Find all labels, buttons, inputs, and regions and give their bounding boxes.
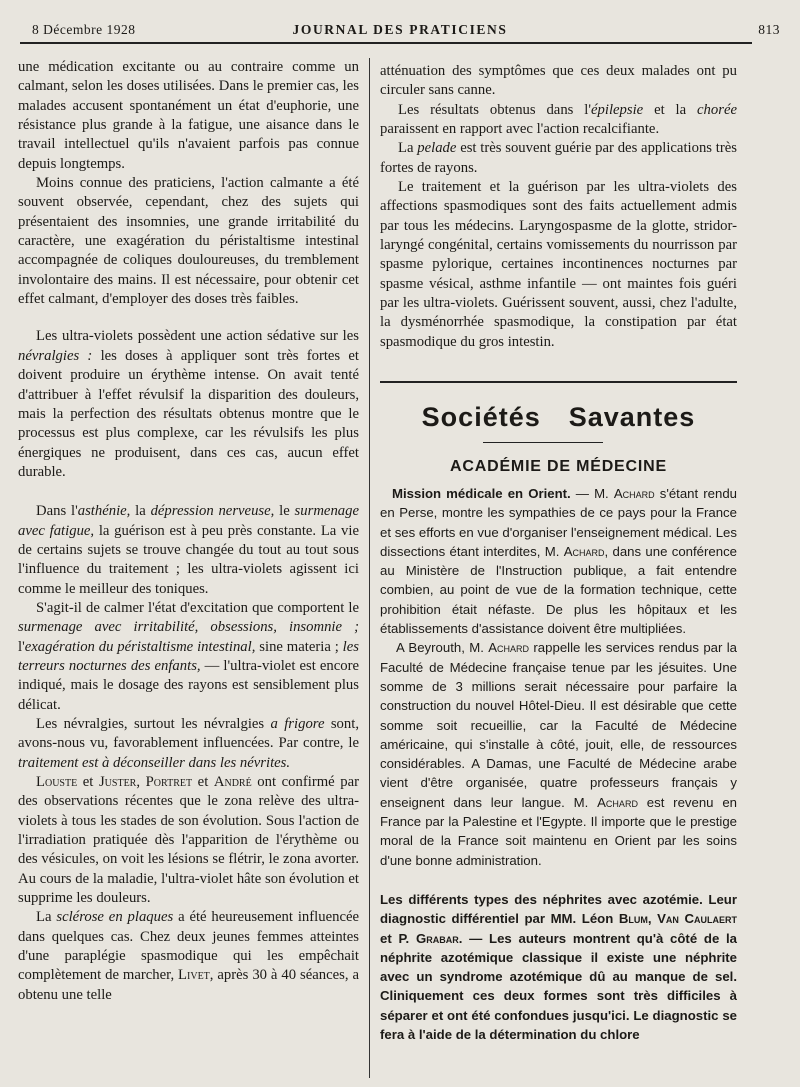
header-rule [20, 42, 752, 44]
news-title: Les différents types des néphrites avec azotémie. Leur diagnostic différentiel par MM. Léon [380, 891, 737, 927]
left-column [18, 58, 359, 1005]
paragraph: Moins connue des praticiens, l'action calmante a été souvent observée, cependant, chez des sujets qui présentaient des insomnies, une grande irritabilité du caractère, une exagération du péristaltisme intestinal accompagnée de coliques douloureuses, du tremblement involontaire des mains. Il est nécessaire, pour obtenir cet effet calmant, d'employer des doses très faibles. [18, 175, 359, 308]
paragraph: Dans l'asthénie, la dépression nerveuse, le surmenage avec fatigue, la guérison est à peu près constante. La vie de certains sujets se trouve changée du tout au tout sous l'influence du traitement ; les ultra-violets agissent ici comme le meilleur des toniques. [18, 503, 359, 597]
journal-title: JOURNAL DES PRATICIENS [292, 22, 508, 37]
page-number: 813 [758, 22, 780, 37]
section-title [380, 402, 737, 433]
section-separator [380, 381, 737, 383]
paragraph: Louste et Juster, Portret et André ont confirmé par des observations récentes que le zona relève des ultra-violets à tous les stades de son évolution. Sous l'action de l'irradiation pratiquée dès l'apparition de l'érythème ou des vésicules, on voit les lésions se flétrir, le zona avorter. Au cours de la maladie, l'ultra-violet hâte son évolution et supprime les douleurs. [18, 774, 359, 907]
column-divider [369, 58, 370, 1078]
news-title: Mission médicale en Orient. [392, 486, 571, 501]
paragraph: Les résultats obtenus dans l'épilepsie et la chorée paraissent en rapport avec l'action recalcifiante. [380, 101, 737, 138]
news-item: A Beyrouth, M. Achard rappelle les services rendus par la Faculté de Médecine française tenue par les jésuites. Une somme de 3 millions serait nécessaire pour parfaire la construction du nouvel Hôtel-Dieu. Il est désirable que cette somme soit recueillie, car la Faculté de Médecine américaine, qui s'installe à côté, jouit, elle, de ressources considérables. A Damas, une Faculté de Médecine arabe vient d'être organisée, quatre professeurs français y enseignent dans leur langue. M. Achard est revenu en France par la Palestine et l'Egypte. Il importe que le prestige moral de la France soit maintenu en Orient par les soins d'une bonne administration. [380, 640, 738, 868]
subsection-title: ACADÉMIE DE MÉDECINE [450, 458, 667, 475]
section-title-word: Savantes [568, 402, 696, 432]
paragraph: une médication excitante ou au contraire comme un calmant, selon les doses utilisées. Dans le premier cas, les malades accusent spontanément un état d'euphorie, une résistance plus grande à la fatigue, une aisance dans le travail intellectuel qu'ils n'avaient parfois pas connue depuis longtemps. [18, 59, 359, 172]
news-item: Les différents types des néphrites avec azotémie. Leur diagnostic différentiel par MM. Léon Blum, Van Caulaert et P. Grabar. — Les auteurs montrent qu'à côté de la néphrite azotémique classique il existe une néphrite avec un syndrome azotémique dû au manque de sel. Cliniquement ces deux formes sont très difficiles à séparer et ont été confondues jusqu'ici. Le diagnostic se fera à l'aide de la détermination du chlore [380, 891, 738, 1043]
paragraph: Les ultra-violets possèdent une action sédative sur les névralgies : les doses à appliquer sont très fortes et doivent produire un érythème intense. On avait tenté d'attribuer à l'effet révulsif la disparition des douleurs, mais la perfection des résultats obtenus montre que le processus est plus complexe, car les révulsifs les plus énergiques ne produisent, dans ces cas, aucun effet durable. [18, 328, 359, 480]
news-column [380, 484, 737, 1044]
section-title-word: Sociétés [421, 402, 541, 432]
paragraph: La pelade est très souvent guérie par des applications très fortes de rayons. [380, 140, 737, 176]
paragraph: Le traitement et la guérison par les ultra-violets des affections spasmodiques sont des faits actuellement admis par tous les médecins. Laryngospasme de la glotte, stridor-laryngé congénital, certains vomissements du nourrisson par spasme pylorique, certaines incontinences nocturnes par spasme vésical, asthme infantile — ont maintes fois guéri par les ultra-violets. Guérissent souvent, aussi, chez l'adulte, la dysménorrhée spasmodique, la constipation par état spasmodique du gros intestin. [380, 179, 737, 350]
paragraph: atténuation des symptômes que ces deux malades ont pu circuler sans canne. [380, 63, 737, 99]
section-underline [483, 442, 603, 443]
paragraph: S'agit-il de calmer l'état d'excitation que comportent le surmenage avec irritabilité, obsessions, insomnie ; l'exagération du péristaltisme intestinal, sine materia ; les terreurs nocturnes des enfants, — l'ultra-violet est encore indiqué, mais le dosage des rayons est sensiblement plus délicat. [18, 599, 359, 713]
page-header [20, 18, 780, 42]
issue-date: 8 Décembre 1928 [32, 22, 136, 37]
news-item: Mission médicale en Orient. — M. Achard s'étant rendu en Perse, montre les sympathies de ce pays pour la France et ses efforts en vue d'organiser l'enseignement médical. Les dissections étant interdites, M. Achard, dans une conférence au Ministère de l'Instruction publique, a fait entendre combien, au point de vue de la formation technique, cette prohibition était néfaste. De plus les hôpitaux et les établissements d'assistance doivent être multipliées. [380, 486, 738, 637]
paragraph: Les névralgies, surtout les névralgies a frigore sont, avons-nous vu, favorablement influencées. Par contre, le traitement est à déconseiller dans les névrites. [18, 716, 359, 771]
paragraph: La sclérose en plaques a été heureusement influencée dans quelques cas. Chez deux jeunes femmes atteintes d'une paraplégie spasmodique qui les empêchait complètement de marcher, Livet, après 30 à 40 séances, a obtenu une telle [18, 909, 359, 1003]
right-column [380, 62, 737, 352]
